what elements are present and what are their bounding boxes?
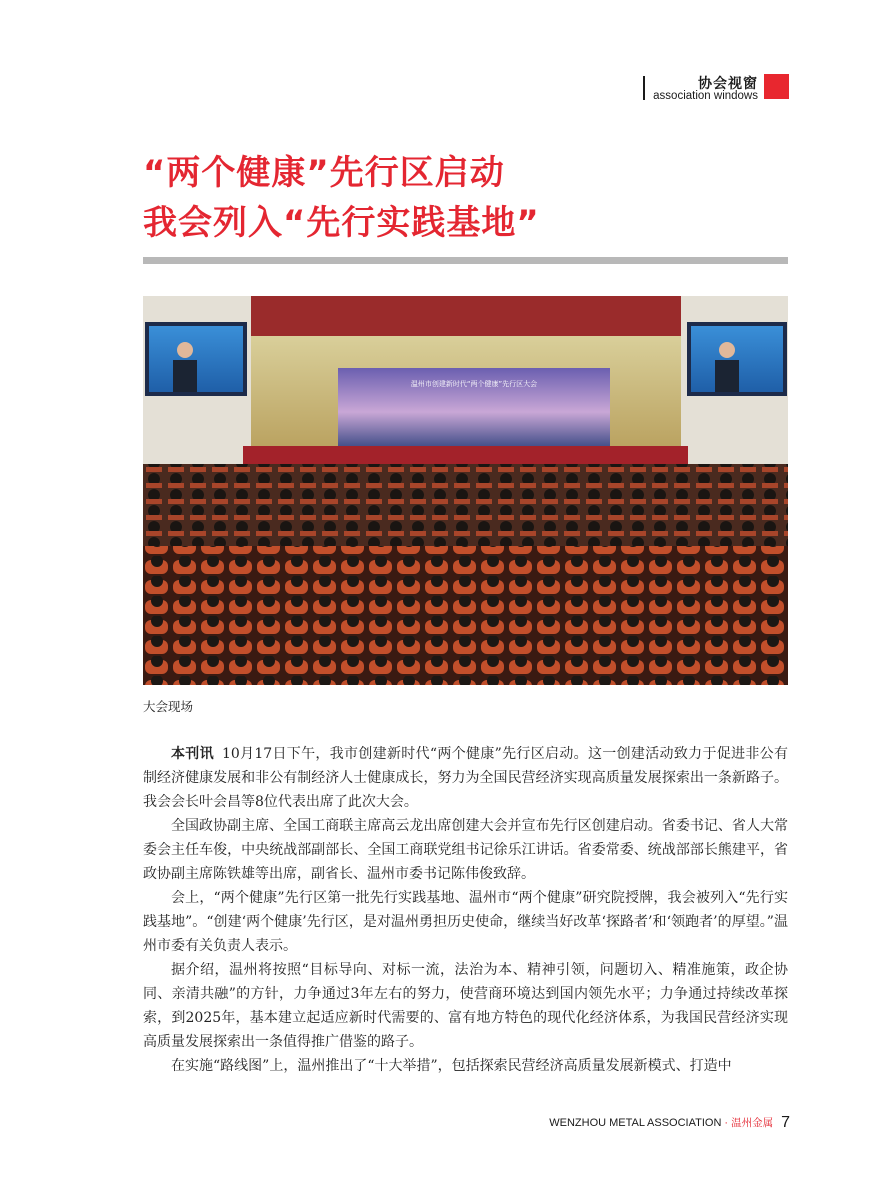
- article-body: [143, 742, 788, 1078]
- photo-caption: 大会现场: [143, 699, 194, 714]
- section-marker: [764, 74, 789, 99]
- header-divider: [643, 76, 645, 100]
- article-paragraph-text: 10月17日下午，我市创建新时代“两个健康”先行区启动。这一创建活动致力于促进非公有制经济健康发展和非公有制经济人士健康成长，努力为全国民营经济实现高质量发展探索出一条新路子。我会会长叶会昌等8位代表出席了此次大会。: [143, 746, 788, 810]
- conference-photo: [143, 296, 788, 685]
- headline-line-2: 我会列入“先行实践基地”: [143, 203, 540, 243]
- section-title: 协会视窗: [698, 76, 758, 92]
- publication-name-cn: 温州金属: [731, 1117, 774, 1129]
- page-number: 7: [781, 1114, 790, 1131]
- article-paragraph-5: 在实施“路线图”上，温州推出了“十大举措”，包括探索民营经济高质量发展新模式、打造中: [171, 1058, 732, 1074]
- article-paragraph-2: 全国政协副主席、全国工商联主席高云龙出席创建大会并宣布先行区创建启动。省委书记、省人大常委会主任车俊，中央统战部副部长、全国工商联党组书记徐乐江讲话。省委常委、统战部部长熊建平，省政协副主席陈铁雄等出席，副省长、温州市委书记陈伟俊致辞。: [143, 818, 788, 882]
- footer-separator: ·: [724, 1117, 729, 1129]
- article-lead: 本刊讯: [171, 746, 214, 762]
- backdrop-banner-text: 温州市创建新时代“两个健康”先行区大会: [410, 380, 538, 388]
- publication-name-en: WENZHOU METAL ASSOCIATION: [549, 1117, 722, 1129]
- page-footer: [540, 1114, 790, 1132]
- headline-line-1: “两个健康”先行区启动: [143, 153, 505, 193]
- article-paragraph-4: 据介绍，温州将按照“目标导向、对标一流，法治为本、精神引领，问题切入、精准施策，政企协同、亲清共融”的方针，力争通过3年左右的努力，使营商环境达到国内领先水平；力争通过持续改革探索，到2025年，基本建立起适应新时代需要的、富有地方特色的现代化经济体系，为我国民营经济实现高质量发展探索出一条值得推广借鉴的路子。: [143, 962, 788, 1050]
- article-paragraph-1: [143, 742, 788, 814]
- article-paragraph-3: 会上，“两个健康”先行区第一批先行实践基地、温州市“两个健康”研究院授牌，我会被列入“先行实践基地”。“创建‘两个健康’先行区，是对温州勇担历史使命，继续当好改革‘探路者’和‘领跑者’的厚望。”温州市委有关负责人表示。: [143, 890, 788, 954]
- section-subtitle: association windows: [653, 90, 758, 102]
- headline: [143, 148, 783, 248]
- title-rule: [143, 257, 788, 264]
